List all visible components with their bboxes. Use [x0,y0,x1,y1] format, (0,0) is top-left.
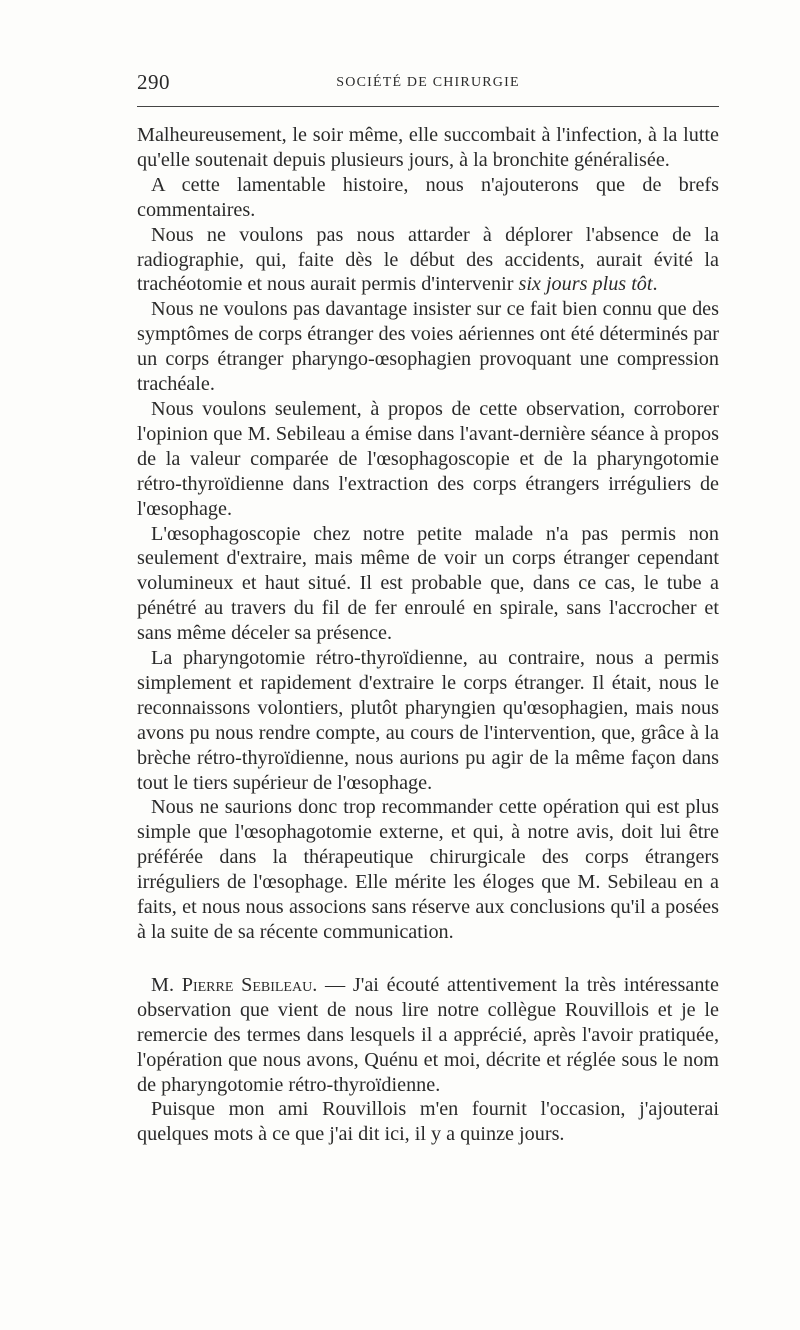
closing-paragraph: Puisque mon ami Rouvillois m'en fournit l'occasion, j'ajouterai quelques mots à ce que j'ai dit ici, il y a quinze jours. [137,1098,719,1146]
paragraph-5: Nous voulons seulement, à propos de cette observation, corroborer l'opinion que M. Sebileau a émise dans l'avant-dernière séance à propos de la valeur comparée de l'œsophagoscopie et de la pharyngotomie rétro-thyroïdienne dans l'extraction des corps étrangers irréguliers de l'œsophage. [137,397,719,520]
paragraph-3-text: Nous ne voulons pas nous attarder à déplorer l'absence de la radiographie, qui, faite dès le début des accidents, aurait évité la trachéotomie et nous aurait permis d'intervenir [137,223,719,296]
header-rule [137,106,719,107]
running-head: SOCIÉTÉ DE CHIRURGIE [336,75,520,90]
paragraph-3-end: . [652,273,658,296]
body-text [137,123,719,1147]
section-gap [137,945,719,973]
paragraph-3 [137,223,719,298]
paragraph-1: Malheureusement, le soir même, elle succombait à l'infection, à la lutte qu'elle soutenait depuis plusieurs jours, à la bronchite généralisée. [137,124,719,171]
paragraph-4: Nous ne voulons pas davantage insister sur ce fait bien connu que des symptômes de corps étranger des voies aériennes ont été déterminés par un corps étranger pharyngo-œsophagien provoquant une compression trachéale. [137,298,719,396]
reply-prefix: M. [151,973,182,996]
reply-text: . — J'ai écouté attentivement la très intéressante observation que vient de nous lire notre collègue Rouvillois et je le remercie des termes dans lesquels il a apprécié, après l'avoir pratiquée, l'opération que nous avons, Quénu et moi, décrite et réglée sous le nom de pharyngotomie rétro-thyroïdienne. [137,973,719,1096]
page-header [137,70,719,100]
speaker-name: Pierre Sebileau [181,973,313,996]
page-number: 290 [137,70,170,94]
emphasis-text: six jours plus tôt [518,273,653,296]
paragraph-2: A cette lamentable histoire, nous n'ajouterons que de brefs commentaires. [137,173,719,221]
paragraph-6: L'œsophagoscopie chez notre petite malade n'a pas permis non seulement d'extraire, mais même de voir un corps étranger cependant volumineux et haut situé. Il est probable que, dans ce cas, le tube a pénétré au travers du fil de fer enroulé en spirale, sans l'accrocher et sans même déceler sa présence. [137,522,719,645]
paragraph-7: La pharyngotomie rétro-thyroïdienne, au contraire, nous a permis simplement et rapidement d'extraire le corps étranger. Il était, nous le reconnaissons volontiers, plutôt pharyngien qu'œsophagien, mais nous avons pu nous rendre compte, au cours de l'intervention, que, grâce à la brèche rétro-thyroïdienne, nous aurions pu agir de la même façon dans tout le tiers supérieur de l'œsophage. [137,647,719,794]
reply-paragraph [137,973,719,1098]
paragraph-8: Nous ne saurions donc trop recommander cette opération qui est plus simple que l'œsophagotomie externe, et qui, à notre avis, doit lui être préférée dans la thérapeutique chirurgicale des corps étrangers irréguliers de l'œsophage. Elle mérite les éloges que M. Sebileau en a faits, et nous nous associons sans réserve aux conclusions qu'il a posées à la suite de sa récente communication. [137,796,719,943]
